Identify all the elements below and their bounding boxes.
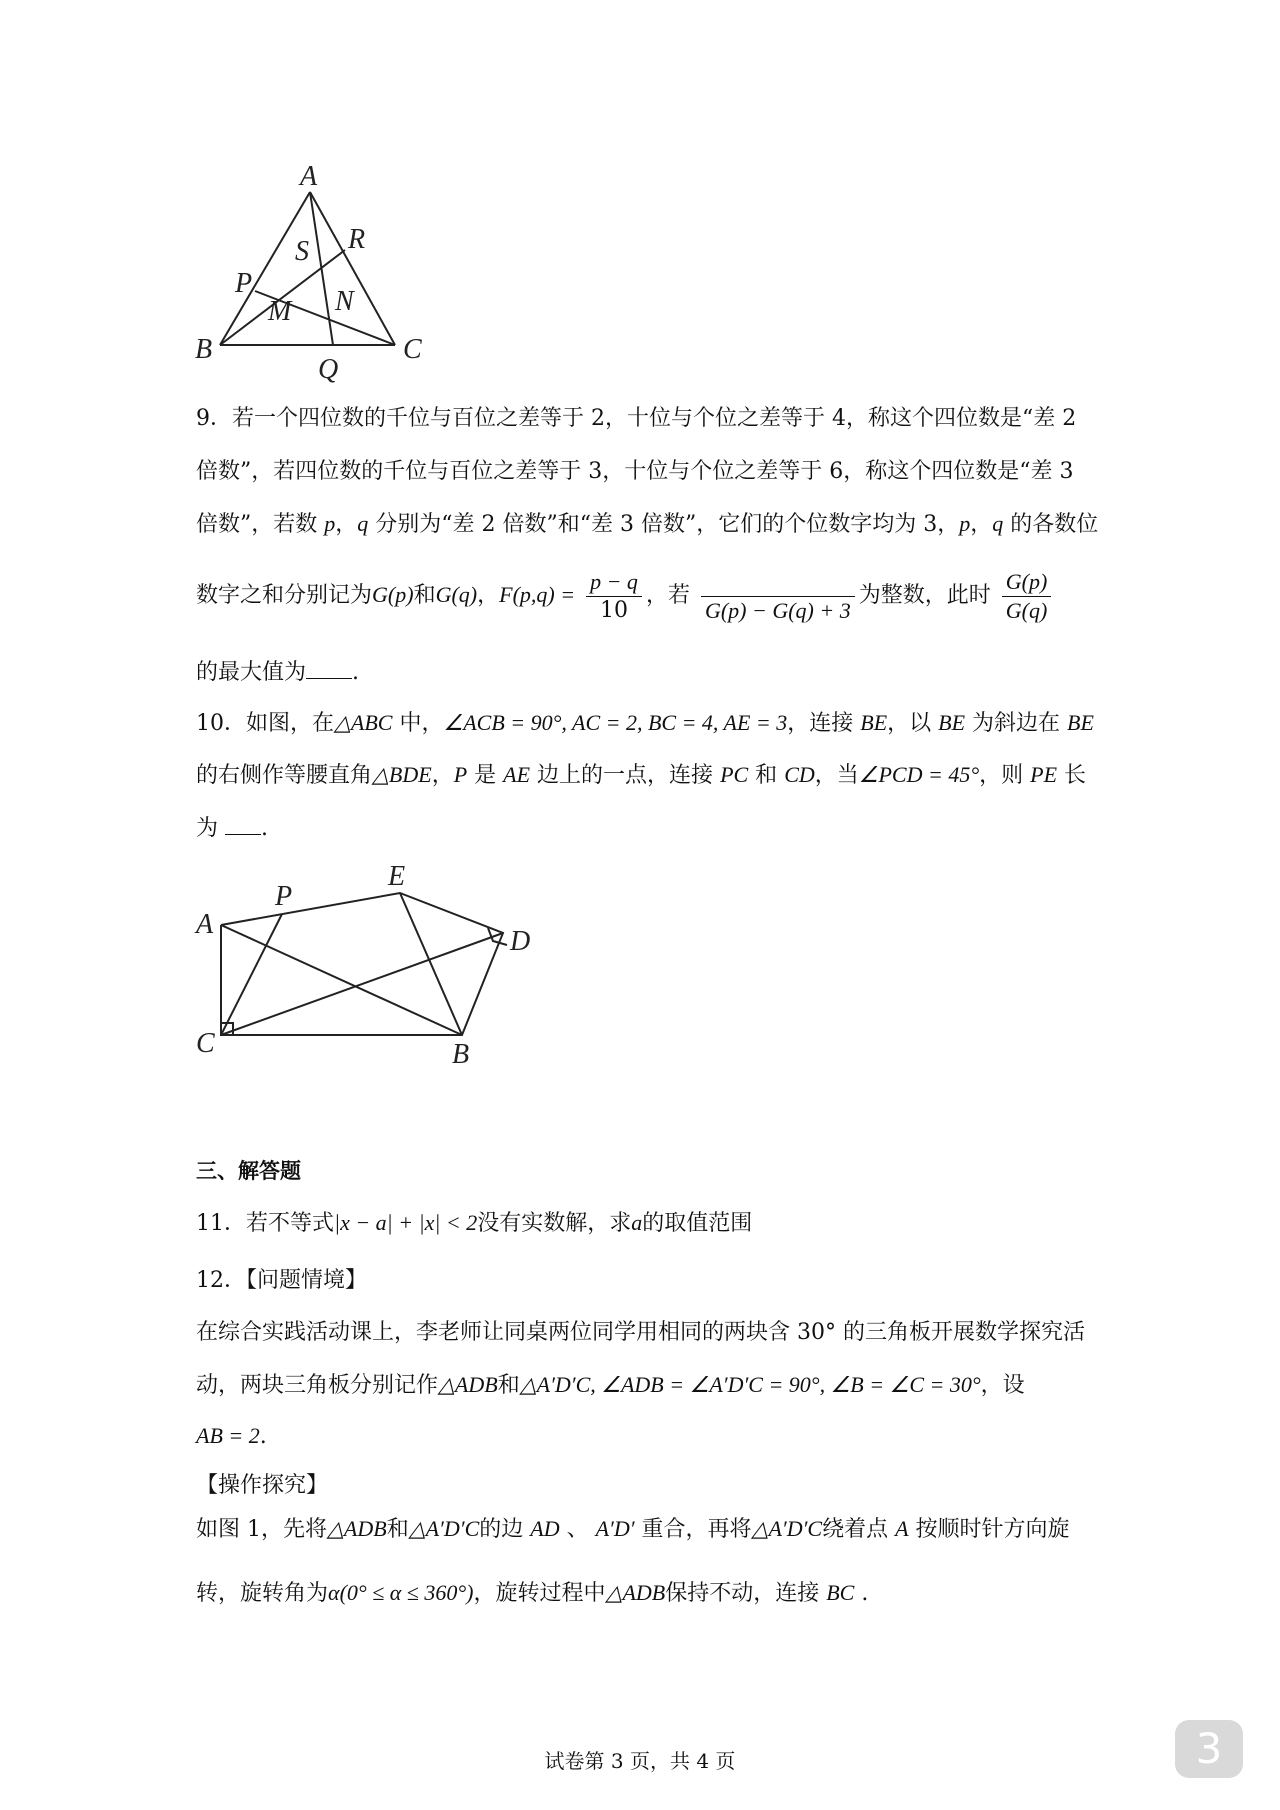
edge-ac [310,192,395,345]
label-a: A [196,909,214,940]
fraction-integer-condition: G(p) − G(q) + 3 [701,568,855,625]
q12-header2: 【操作探究】 [196,1473,329,1498]
outline-acbde [221,893,503,1035]
q9-line1: 9．若一个四位数的千位与百位之差等于 2，十位与个位之差等于 4，称这个四位数是“差 2 [196,406,1077,431]
q12-p1-line3: AB = 2. [196,1423,267,1449]
label-e: E [388,861,406,892]
page-number-badge: 3 [1175,1720,1243,1778]
fraction-p-minus-q: $\frac{p - q}{10}$ [586,568,642,625]
q12-p2-line1: 如图 1，先将△ADB和△A′D′C的边 AD 、 A′D′ 重合，再将△A′D′C绕着点 A 按顺时针方向旋 [196,1516,1070,1542]
q12-header: 12．【问题情境】 [196,1268,368,1293]
answer-blank-q10[interactable] [225,812,261,835]
q11-number: 11． [196,1211,246,1236]
label-b: B [452,1039,470,1070]
label-b: B [195,334,213,365]
label-p: P [275,881,293,912]
page-footer: 试卷第 3 页，共 4 页 [544,1749,736,1773]
q10-line2: 的右侧作等腰直角△BDE，P 是 AE 边上的一点，连接 PC 和 CD，当∠PCD = 45°，则 PE 长 [196,762,1087,788]
q10-line3: 为 . [196,812,1096,844]
q9-line3: 倍数”，若数 p，q 分别为“差 2 倍数”和“差 3 倍数”，它们的个位数字均为 3，p，q 的各数位 [196,511,1099,537]
triangle-figure-q8 [190,160,450,390]
q11-line: 11．若不等式|x − a| + |x| < 2没有实数解，求a的取值范围 [196,1210,753,1236]
q10-line1: 10．如图，在△ABC 中，∠ACB = 90°, AC = 2, BC = 4, AE = 3，连接 BE，以 BE 为斜边在 BE [196,710,1094,736]
fraction-gp-over-gq: $\frac{G(p)}{G(q)}$ [1002,568,1052,625]
q9-line4: 数字之和分别记为G(p)和G(q)，F(p,q) = $\frac{p - q}{10}$ ，若 G(p) − G(q) + 3 为整数，此时 $\frac{G(p)}{G(q)}$ [196,565,1096,626]
label-n: N [335,286,354,317]
q12-number: 12． [196,1268,246,1293]
label-c: C [403,334,422,365]
label-a: A [300,161,318,192]
q9-line2: 倍数”，若四位数的千位与百位之差等于 3，十位与个位之差等于 6，称这个四位数是“差 3 [196,459,1074,484]
section-title: 三、解答题 [196,1159,301,1183]
edge-ab [220,192,310,345]
label-c: C [196,1028,215,1059]
q12-p1-line1: 在综合实践活动课上，李老师让同桌两位同学用相同的两块含 30° 的三角板开展数学探究活 [196,1320,1085,1345]
label-r: R [348,224,366,255]
segment-cd [221,933,503,1035]
q9-number: 9． [196,406,232,431]
label-s: S [295,236,309,267]
q12-p2-line2: 转，旋转角为α(0° ≤ α ≤ 360°)，旋转过程中△ADB保持不动，连接 BC . [196,1580,869,1606]
segment-ab [221,925,462,1035]
label-p: P [235,268,253,299]
q9-line5: 的最大值为 . [196,656,1096,688]
q10-number: 10． [196,711,246,736]
label-q: Q [318,354,339,385]
label-m: M [268,296,292,327]
answer-blank-q9[interactable] [306,656,352,679]
q12-p1-line2: 动，两块三角板分别记作△ADB和△A′D′C, ∠ADB = ∠A′D′C = 90°, ∠B = ∠C = 30°，设 [196,1372,1025,1398]
label-d: D [510,926,531,957]
pentagon-figure-q10 [190,855,550,1075]
